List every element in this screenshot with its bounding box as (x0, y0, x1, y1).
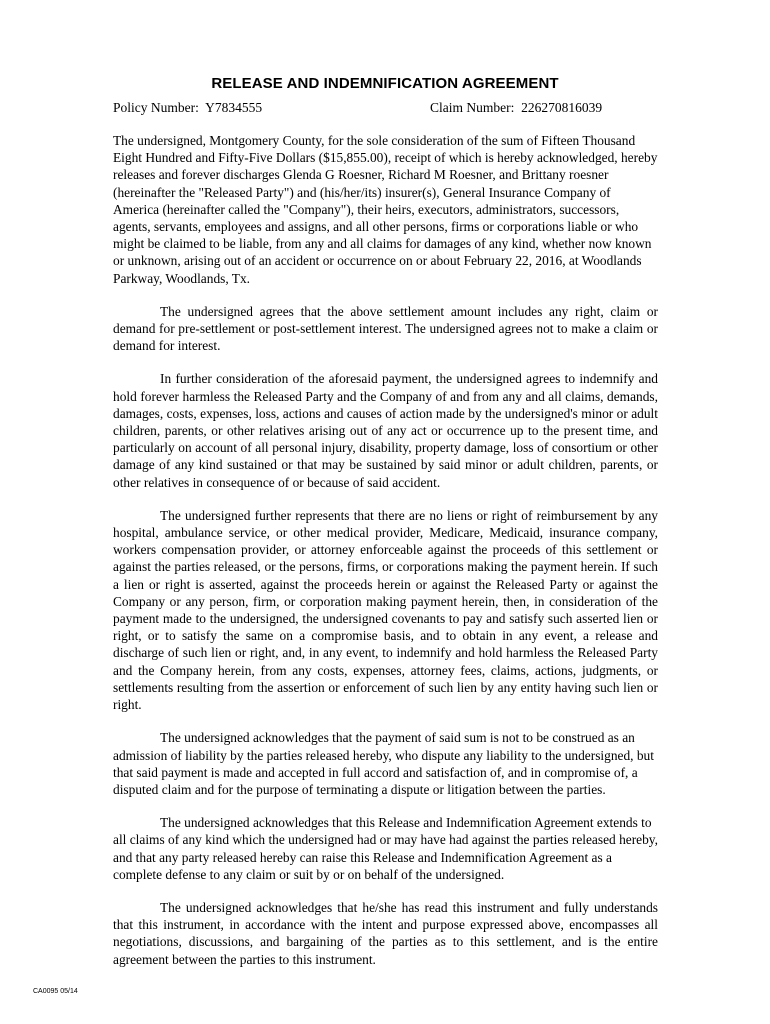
claim-number-group (430, 100, 602, 116)
policy-number-label: Policy Number: (113, 100, 199, 115)
claim-number-value: 226270816039 (521, 100, 603, 115)
agreement-body (113, 132, 658, 984)
form-code: CA0095 05/14 (33, 988, 78, 995)
paragraph-liens: The undersigned further represents that there are no liens or right of reimbursement by any hospital, ambulance service, or other medical provider, Medicare, Medicaid, insurance company, workers compensation provider, or attorney enforceable against the proceeds of this settlement or against the parties released, or the persons, firms, or corporations making the payment herein. If such a lien or right is asserted, against the proceeds herein or against the Released Party or against the Company or any person, firm, or corporation making payment herein, then, in consideration of the payment made to the undersigned, the undersigned covenants to pay and satisfy such asserted lien or right, or to satisfy the same on a compromise basis, and to obtain in any event, a release and discharge of such lien or right, and, in any event, to indemnify and hold harmless the Released Party and the Company herein, from any costs, expenses, attorney fees, claims, actions, judgments, or settlements resulting from the assertion or enforcement of such lien by any entity having such lien or right. (113, 507, 658, 713)
paragraph-indemnify: In further consideration of the aforesaid payment, the undersigned agrees to indemnify and hold forever harmless the Released Party and the Company of and from any and all claims, demands, damages, costs, expenses, loss, actions and causes of action made by the undersigned's minor or adult children, parents, or other relatives arising out of any act or occurrence up to the present time, and particularly on account of all personal injury, disability, property damage, loss of consortium or other damage of any kind sustained or that may be sustained by said minor or adult children, parents, or other relatives in consequence of or because of said accident. (113, 371, 658, 490)
policy-claim-line (113, 100, 658, 116)
paragraph-understands: The undersigned acknowledges that he/she has read this instrument and fully understands that this instrument, in accordance with the intent and purpose expressed above, encompasses all negotiations, discussions, and bargaining of the parties as to this settlement, and is the entire agreement between the parties to this instrument. (113, 899, 658, 967)
claim-number-label: Claim Number: (430, 100, 515, 115)
page-title: RELEASE AND INDEMNIFICATION AGREEMENT (211, 75, 559, 92)
paragraph-extends: The undersigned acknowledges that this Release and Indemnification Agreement extends to all claims of any kind which the undersigned had or may have had against the parties released hereby, and that any party released hereby can raise this Release and Indemnification Agreement as a complete defense to any claim or suit by or on behalf of the undersigned. (113, 815, 658, 882)
policy-number-value: Y7834555 (205, 100, 263, 115)
paragraph-no-admission: The undersigned acknowledges that the payment of said sum is not to be construed as an admission of liability by the parties released hereby, who dispute any liability to the undersigned, but that said payment is made and accepted in full accord and satisfaction of, and in compromise of, a disputed claim and for the purpose of terminating a dispute or litigation between the parties. (113, 730, 654, 797)
paragraph-release: The undersigned, Montgomery County, for the sole consideration of the sum of Fifteen Thousand Eight Hundred and Fifty-Five Dollars ($15,855.00), receipt of which is hereby acknowledged, hereby releases and forever discharges Glenda G Roesner, Richard M Roesner, and Brittany roesner (hereinafter the "Released Party") and (his/her/its) insurer(s), General Insurance Company of America (hereinafter called the "Company"), their heirs, executors, administrators, successors, agents, servants, employees and assigns, and all other persons, firms or corporations liable or who might be claimed to be liable, from any and all claims for damages of any kind, whether now known or unknown, arising out of an accident or occurrence on or about February 22, 2016, at Woodlands Parkway, Woodlands, Tx. (113, 133, 658, 286)
paragraph-interest: The undersigned agrees that the above settlement amount includes any right, claim or demand for pre-settlement or post-settlement interest. The undersigned agrees not to make a claim or demand for interest. (113, 303, 658, 354)
